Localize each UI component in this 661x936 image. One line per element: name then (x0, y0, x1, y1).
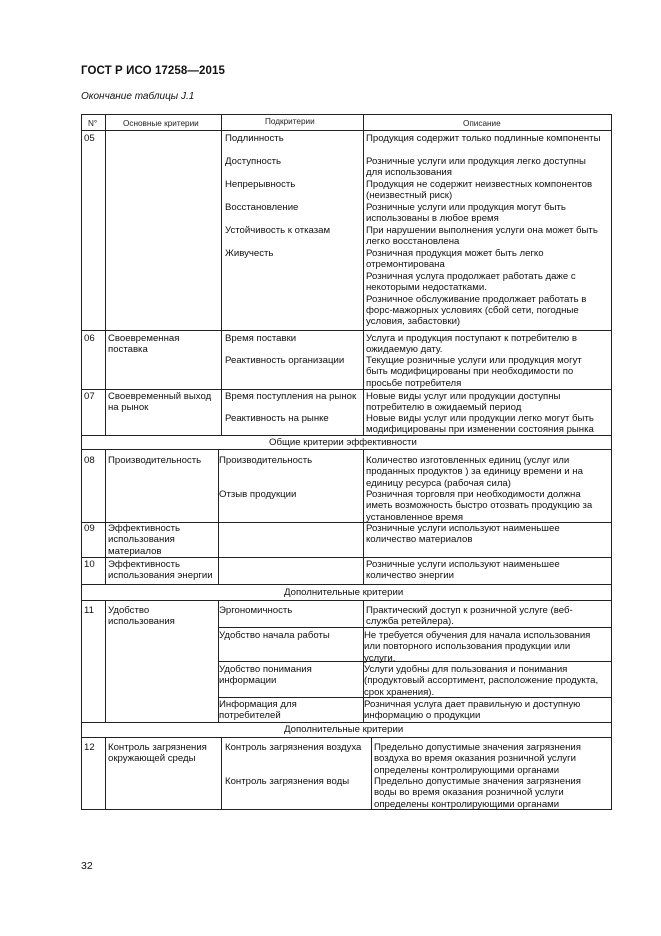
subcriterion: Контроль загрязнения воды (225, 776, 350, 787)
col-divider-num (105, 737, 106, 809)
rule-right (611, 114, 612, 809)
description: Новые виды услуг или продукции легко могут быть модифицированы при изменении состояния рынка (366, 413, 594, 436)
description: Розничные услуги или продукция могут быть использованы в любое время (366, 202, 566, 225)
subcriterion: Информация для потребителей (219, 699, 297, 722)
rule-row (81, 449, 612, 450)
col-divider-num (105, 449, 106, 584)
description: Розничные услуги используют наименьшее количество энергии (366, 559, 560, 582)
page-number: 32 (81, 860, 93, 872)
table-caption: Окончание таблицы J.1 (81, 91, 195, 102)
header-main-criteria: Основные критерии (123, 119, 199, 128)
subcriterion: Время поставки (225, 333, 297, 344)
main-criterion: Производительность (108, 455, 202, 466)
main-criterion: Удобство использования (108, 605, 175, 628)
rule-row (81, 737, 612, 738)
main-criterion: Своевременная поставка (108, 333, 180, 356)
col-divider-num (105, 114, 106, 435)
subcriterion: Время поступления на рынок (225, 391, 357, 402)
description: Услуга и продукция поступают к потребителю в ожидаемую дату. (366, 333, 577, 356)
col-divider-main (221, 737, 222, 809)
description: Розничная услуга дает правильную и доступную информацию о продукции (364, 699, 581, 722)
subcriterion: Живучесть (225, 248, 274, 259)
col-divider-main (221, 114, 222, 435)
subcriterion: Доступность (225, 156, 282, 167)
subcriterion: Отзыв продукции (219, 489, 297, 500)
main-criterion: Эффективность использования энергии (108, 559, 213, 582)
col-divider-sub (363, 114, 364, 435)
row-number: 06 (84, 333, 95, 344)
section-heading: Дополнительные критерии (284, 587, 404, 598)
rule-top (81, 114, 612, 115)
description: Розничная продукция может быть легко отремонтирована Розничная услуга продолжает работать даже с некоторыми недостатками. Розничное обслуживание продолжает работать в форс-мажорных условиях (сбой сети, погодные условия, забастовки) (366, 248, 587, 328)
section-heading: Дополнительные критерии (284, 724, 404, 735)
subcriterion: Подлинность (225, 133, 284, 144)
row-number: 11 (84, 605, 94, 616)
col-divider-sub (371, 737, 372, 809)
subcriterion: Контроль загрязнения воздуха (225, 742, 362, 753)
description: Практический доступ к розничной услуге (веб- служба ретейлера). (366, 605, 573, 628)
row-number: 08 (84, 455, 95, 466)
rule-left (81, 114, 82, 809)
header-subcriteria: Подкритерии (265, 117, 315, 126)
subcriterion: Удобство понимания информации (219, 664, 312, 687)
header-description: Описание (463, 119, 501, 128)
rule-row (81, 600, 612, 601)
rule-header (81, 130, 612, 131)
description: Количество изготовленных единиц (услуг или проданных продуктов ) за единицу времени и на единицу ресурса (рабочая сила) (366, 455, 583, 489)
subcriterion: Непрерывность (225, 179, 296, 190)
description: Розничные услуги или продукция легко доступны для использования (366, 156, 586, 179)
col-divider-num (105, 600, 106, 722)
row-number: 10 (84, 559, 95, 570)
rule-row (81, 722, 612, 723)
description: Текущие розничные услуги или продукция могут быть модифицированы при необходимости по просьбе потребителя (366, 355, 582, 389)
description: Услуги удобны для пользования и понимания (продуктовый ассортимент, расположение продукта, срок хранения). (364, 664, 599, 698)
description: Розничная торговля при необходимости должна иметь возможность быстро отозвать продукцию за установленное время (366, 489, 593, 523)
col-divider-main (218, 449, 219, 584)
rule-row (81, 330, 612, 331)
subcriterion: Производительность (219, 455, 313, 466)
subcriterion: Эргономичность (219, 605, 293, 616)
row-number: 07 (84, 391, 95, 402)
description: Продукция содержит только подлинные компоненты (366, 133, 601, 144)
subcriterion: Реактивность на рынке (225, 413, 329, 424)
main-criterion: Эффективность использования материалов (108, 523, 180, 557)
main-criterion: Контроль загрязнения окружающей среды (108, 742, 207, 765)
description: Новые виды услуг или продукции доступны потребителю в ожидаемый период (366, 391, 561, 414)
description: Розничные услуги используют наименьшее количество материалов (366, 523, 560, 546)
subcriterion: Восстановление (225, 202, 299, 213)
section-heading: Общие критерии эффективности (269, 437, 417, 448)
document-title: ГОСТ Р ИСО 17258—2015 (81, 65, 226, 77)
subcriterion: Устойчивость к отказам (225, 225, 331, 236)
description: Предельно допустимые значения загрязнения воздуха во время оказания розничной услуги определены контролирующими органами (374, 742, 581, 776)
row-number: 05 (84, 133, 95, 144)
header-num: N° (88, 119, 98, 128)
description: Не требуется обучения для начала использования или повторного использования продукции или услуги. (364, 630, 591, 664)
description: При нарушении выполнения услуги она может быть легко восстановлена (366, 225, 598, 248)
description: Предельно допустимые значения загрязнения воды во время оказания розничной услуги определены контролирующими органами (374, 776, 581, 810)
row-number: 09 (84, 523, 95, 534)
description: Продукция не содержит неизвестных компонентов (неизвестный риск) (366, 179, 593, 202)
rule-row (81, 584, 612, 585)
main-criterion: Своевременный выход на рынок (108, 391, 212, 414)
row-number: 12 (84, 742, 95, 753)
col-divider-sub (363, 449, 364, 584)
subcriterion: Реактивность организации (225, 355, 345, 366)
subcriterion: Удобство начала работы (219, 630, 330, 641)
